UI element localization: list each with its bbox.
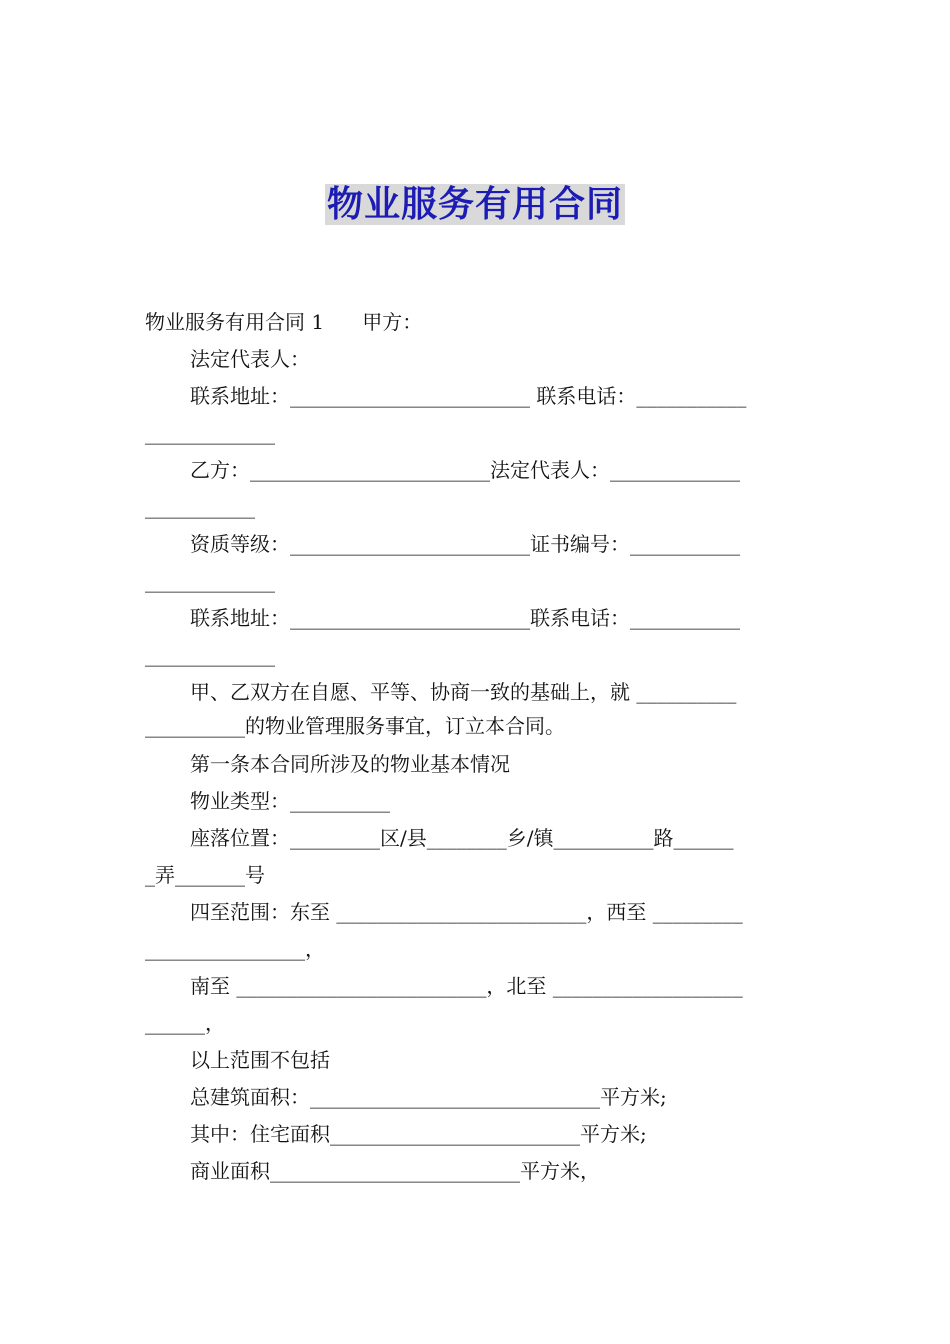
- boundary-south-north: 南至 _________________________，北至 ___________________: [190, 974, 743, 998]
- property-location-continued: _弄_______号: [145, 863, 265, 887]
- contract-heading-party-a: 物业服务有用合同 1 甲方：: [145, 310, 423, 334]
- document-title: 物业服务有用合同: [326, 184, 623, 225]
- article-one-heading: 第一条本合同所涉及的物业基本情况: [190, 752, 510, 776]
- commercial-area: 商业面积_________________________平方米，: [190, 1159, 600, 1183]
- boundary-north-continued: ______，: [145, 1011, 225, 1035]
- boundary-east-west: 四至范围：东至 _________________________，西至 _________: [190, 900, 743, 924]
- boundary-west-continued: ________________，: [145, 937, 325, 961]
- party-b-address-phone: 联系地址：________________________联系电话：___________: [190, 606, 740, 630]
- agreement-preamble: 甲、乙双方在自愿、平等、协商一致的基础上，就 __________: [190, 680, 737, 704]
- party-b-representative-continued: ___________: [145, 495, 255, 519]
- party-a-phone-continued: _____________: [145, 421, 275, 445]
- party-b-phone-continued: _____________: [145, 643, 275, 667]
- property-type: 物业类型：__________: [190, 789, 390, 813]
- scope-exclusion: 以上范围不包括: [190, 1048, 330, 1072]
- total-floor-area: 总建筑面积：_____________________________平方米;: [190, 1085, 667, 1109]
- residential-area: 其中：住宅面积_________________________平方米;: [190, 1122, 647, 1146]
- party-a-representative: 法定代表人：: [190, 347, 310, 371]
- party-b-certificate-continued: _____________: [145, 569, 275, 593]
- party-a-address-phone: 联系地址：________________________ 联系电话：___________: [190, 384, 747, 408]
- property-location: 座落位置：_________区/县________乡/镇__________路______: [190, 826, 734, 850]
- party-b-qualification: 资质等级：________________________证书编号：___________: [190, 532, 740, 556]
- agreement-preamble-continued: __________的物业管理服务事宜，订立本合同。: [145, 714, 565, 738]
- party-b-representative: 乙方：________________________法定代表人：_____________: [190, 458, 740, 482]
